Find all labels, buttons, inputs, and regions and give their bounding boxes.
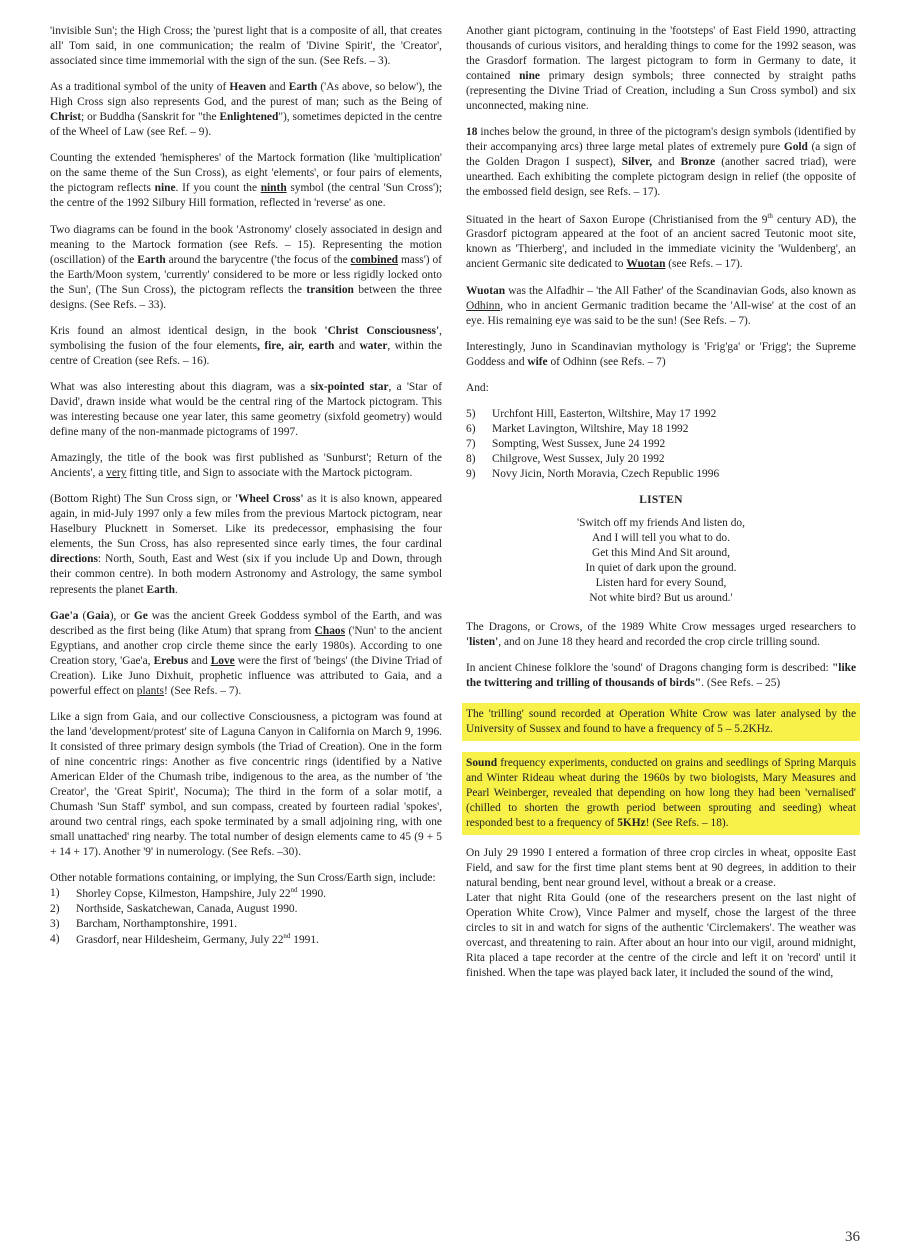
- list-item: 3) Barcham, Northamptonshire, 1991.: [50, 918, 238, 931]
- paragraph: Kris found an almost identical design, in the book 'Christ Consciousness', symbolising the fusion of the four elements, fire, air, earth and water, within the centre of Creation (see Refs. – 16).: [50, 324, 442, 367]
- poem-line: In quiet of dark upon the ground.: [585, 562, 737, 575]
- section-heading: LISTEN: [639, 494, 683, 507]
- list-item: 8) Chilgrove, West Sussex, July 20 1992: [466, 452, 665, 465]
- highlighted-paragraph: The 'trilling' sound recorded at Operation White Crow was later analysed by the University of Sussex and found to have a frequency of 5 – 5.2KHz.: [462, 703, 860, 741]
- paragraph: Amazingly, the title of the book was first published as 'Sunburst'; Return of the Ancients', a very fitting title, and Sign to associate with the Martock pictogram.: [50, 452, 442, 480]
- paragraph: Another giant pictogram, continuing in the 'footsteps' of East Field 1990, attracting thousands of curious visitors, and heralding things to come for the 1992 season, was the Grasdorf formation. The largest pictogram to form in Germany to date, it contained nine primary design symbols; three connected by straight paths (representing the Divine Triad of Creation, including a Sun Cross symbol) and six unconnected, making nine.: [466, 25, 856, 113]
- paragraph: Like a sign from Gaia, and our collective Consciousness, a pictogram was found at the land 'development/protest' site of Laguna Canyon in California on March 9, 1996. It consisted of three primary design symbols (the Triad of Creation). One in the form of nine concentric rings: Another as five concentric rings (identified by a Native American Elder of the Chumash tribe, indigenous to the area, as the number of 'the Creator', the 'Great Spirit', Nocuma); The third in the form of a solar motif, a Chumash 'Sun Staff' symbol, and sun compass, created by fourteen radial 'spokes', around two central rings, each spoke terminated by a small adjoining ring, with one small unattached' ring nearby. The total number of design elements came to 45 (9 + 5 + 14 + 17). Another '9' in numerology. (See Refs. –30).: [50, 710, 442, 859]
- poem-line: Not white bird? But us around.': [589, 592, 733, 605]
- paragraph: As a traditional symbol of the unity of Heaven and Earth ('As above, so below'), the High Cross sign also represents God, and the purest of man; such as the Being of Christ; or Buddha (Sanskrit for "the Enlightened"), sometimes depicted in the centre of the Wheel of Law (see Ref. – 9).: [50, 81, 442, 139]
- paragraph: Situated in the heart of Saxon Europe (Christianised from the 9th century AD), the Grasdorf pictogram appeared at the foot of an ancient sacred Teutonic moot site, known as 'Thierberg', and included in the immediate vicinity the 'Wuldenberg', an ancient Germanic site dedicated to Wuotan (see Refs. – 17).: [466, 211, 856, 271]
- paragraph: Gae'a (Gaia), or Ge was the ancient Greek Goddess symbol of the Earth, and was described as the first being (like Atum) that sprang from Chaos ('Nun' to the ancient Egyptians, and another crop circle theme since the early 1980s). According to one Creation story, 'Gae'a, Erebus and Love were the first of 'beings' (the Divine Triad of Creation). Like Juno Dixhuit, prophetic influence was attributed to Gaia, and a powerful effect on plants! (See Refs. – 7).: [50, 609, 442, 697]
- left-column: [50, 24, 442, 959]
- paragraph: Wuotan was the Alfadhir – 'the All Father' of the Scandinavian Gods, also known as Odhinn, who in ancient Germanic tradition became the 'All-wise' at the cost of an eye. His remaining eye was said to be the sun! (See Refs. – 7).: [466, 284, 856, 327]
- paragraph: 18 inches below the ground, in three of the pictogram's design symbols (identified by their accompanying arcs) three large metal plates of extremely pure Gold (a sign of the Golden Dragon I suspect), Silver, and Bronze (another sacred triad), were unearthed. Each exhibiting the complete pictogram design in relief (the opposite of the embossed field design, see Refs. – 17).: [466, 126, 856, 199]
- list-item: 9) Novy Jicin, North Moravia, Czech Republic 1996: [466, 467, 720, 480]
- paragraph: On July 29 1990 I entered a formation of three crop circles in wheat, opposite East Field, and saw for the first time plant stems bent at 90 degrees, in addition to their natural bending, bent near ground level, without a break or a crease.: [466, 846, 856, 889]
- poem-line: Listen hard for every Sound,: [595, 577, 727, 590]
- highlighted-paragraph: Sound frequency experiments, conducted on grains and seedlings of Spring Marquis and Winter Rideau wheat during the 1960s by two biologists, Mary Measures and Pearl Weinberger, revealed that depending on how long they had been 'vernalised' (chilled to shorten the growth period between sprouting and seeding) wheat responded best to a frequency of 5KHz! (See Refs. – 18).: [462, 752, 860, 835]
- list-item: 5) Urchfont Hill, Easterton, Wiltshire, May 17 1992: [466, 407, 717, 420]
- list-item: 4) Grasdorf, near Hildesheim, Germany, July 22nd 1991.: [50, 932, 319, 947]
- poem: [466, 516, 856, 606]
- paragraph: Interestingly, Juno in Scandinavian mythology is 'Frig'ga' or 'Frigg'; the Supreme Goddess and wife of Odhinn (see Refs. – 7): [466, 340, 856, 368]
- formation-list: [466, 407, 856, 482]
- poem-line: And I will tell you what to do.: [592, 532, 730, 545]
- paragraph: And:: [466, 381, 489, 394]
- list-item: 7) Sompting, West Sussex, June 24 1992: [466, 437, 666, 450]
- paragraph: What was also interesting about this diagram, was a six-pointed star, a 'Star of David', drawn inside what would be the central ring of the Martock pictogram. This was interesting because one year later, this same geometry (sixfold geometry) would define many of the non-manmade pictograms of 1997.: [50, 380, 442, 439]
- paragraph: Counting the extended 'hemispheres' of the Martock formation (like 'multiplication' on the same theme of the Sun Cross), as eight 'elements', or four pairs of elements, the pictogram reflects nine. If you count the ninth symbol (the central 'Sun Cross'); the centre of the 1992 Silbury Hill formation, reflected in 'reverse' as one.: [50, 152, 443, 210]
- paragraph: In ancient Chinese folklore the 'sound' of Dragons changing form is described: "like the twittering and trilling of thousands of birds". (See Refs. – 25): [466, 662, 856, 690]
- paragraph: 'invisible Sun'; the High Cross; the 'purest light that is a composite of all, that creates all' Tom said, in one communication; the realm of 'Divine Spirit', the 'Creator', associated since time immemorial with the sign of the sun. (See Refs. – 3).: [50, 25, 442, 68]
- paragraph: Later that night Rita Gould (one of the researchers present on the last night of Operation White Crow), Vince Palmer and myself, chose the largest of the three circles to sit in and watch for signs of the authentic 'Circlemakers'. The weather was overcast, and threatening to rain. After about an hour into our vigil, around midnight, Rita placed a tape recorder at the centre of the circle and left it on 'record' until it finished. When the tape was played back later, it included the sound of the wind,: [466, 892, 856, 980]
- poem-line: Get this Mind And Sit around,: [592, 547, 730, 560]
- paragraph: Other notable formations containing, or implying, the Sun Cross/Earth sign, include:: [50, 872, 436, 885]
- paragraph: The Dragons, or Crows, of the 1989 White Crow messages urged researchers to 'listen', and on June 18 they heard and recorded the crop circle trilling sound.: [466, 621, 856, 649]
- list-item: 2) Northside, Saskatchewan, Canada, August 1990.: [50, 903, 298, 916]
- poem-line: 'Switch off my friends And listen do,: [577, 517, 745, 530]
- right-column: [466, 24, 856, 992]
- list-item: 1) Shorley Copse, Kilmeston, Hampshire, July 22nd 1990.: [50, 886, 326, 901]
- paragraph: Two diagrams can be found in the book 'Astronomy' closely associated in design and meaning to the Martock formation (see Refs. – 15). Representing the motion (oscillation) of the Earth around the barycentre ('the focus of the combined mass') of the Earth/Moon system, 'currently' considered to be more or less rigidly locked onto the Sun', (The Sun Cross), the pictogram reflects the transition between the three designs. (See Refs. – 33).: [50, 223, 442, 311]
- page-number: 36: [845, 1229, 860, 1246]
- formation-list: [50, 886, 442, 948]
- list-item: 6) Market Lavington, Wiltshire, May 18 1992: [466, 422, 689, 435]
- paragraph: (Bottom Right) The Sun Cross sign, or 'Wheel Cross' as it is also known, appeared again, in mid-July 1997 only a few miles from the previous Martock pictogram, near Haselbury Plucknett in Somerset. Like its predecessor, emphasising the four elements, the Sun Cross, has also represented since early times, the four cardinal directions: North, South, East and West (six if you include Up and Down, through their common centre). In both modern Astronomy and Astrology, the same symbol represents the planet Earth.: [50, 493, 442, 596]
